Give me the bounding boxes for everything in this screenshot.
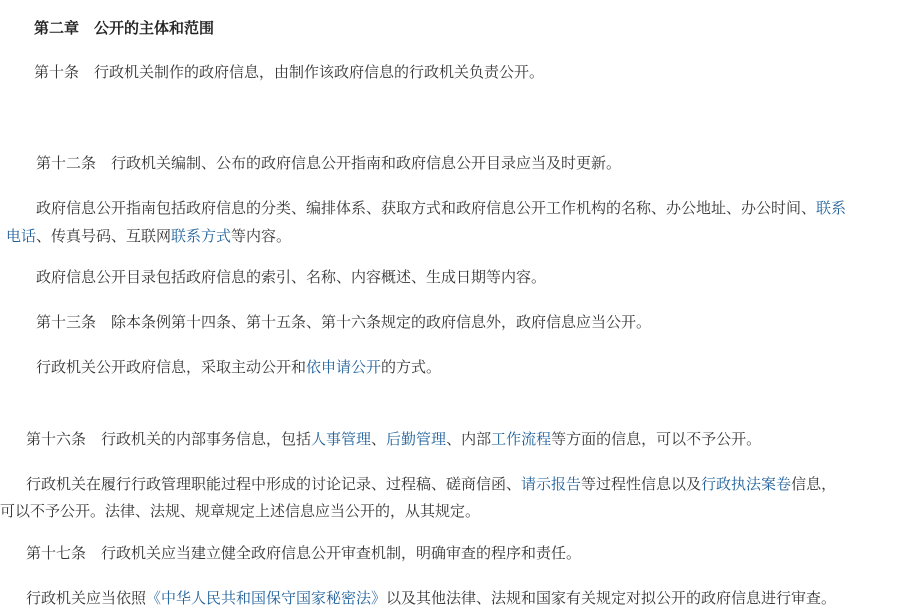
review-text-part-1: 行政机关应当依照: [26, 589, 147, 607]
link-application-disclosure[interactable]: 依申请公开: [306, 358, 382, 376]
guide-paragraph-line-1: [36, 198, 846, 218]
disclosure-text-part-2: 的方式。: [381, 358, 442, 376]
guide-text-part-3: 等内容。: [231, 227, 292, 245]
article-13: 第十三条 除本条例第十四条、第十五条、第十六条规定的政府信息外，政府信息应当公开。: [36, 313, 652, 331]
article-10: 第十条 行政机关制作的政府信息，由制作该政府信息的行政机关负责公开。: [34, 63, 545, 81]
disclosure-text-part-1: 行政机关公开政府信息，采取主动公开和: [36, 358, 307, 376]
process-text-part-1: 行政机关在履行行政管理职能过程中形成的讨论记录、过程稿、磋商信函、: [26, 475, 522, 493]
chapter-title: 第二章 公开的主体和范围: [34, 19, 215, 37]
review-text-part-2: 以及其他法律、法规和国家有关规定对拟公开的政府信息进行审查。: [386, 589, 837, 607]
link-contact-method[interactable]: 联系方式: [171, 227, 232, 245]
article-16-part-3: 等方面的信息，可以不予公开。: [551, 430, 762, 448]
article-16-part-2: 、内部: [446, 430, 492, 448]
process-paragraph-line-1: [26, 474, 836, 494]
article-16-sep: 、: [371, 430, 387, 448]
disclosure-paragraph: [36, 357, 441, 377]
process-text-part-2: 等过程性信息以及: [581, 475, 702, 493]
article-16: [26, 429, 761, 449]
link-contact-phone[interactable]: 联系: [816, 199, 847, 217]
review-paragraph: [26, 588, 836, 608]
link-personnel-management[interactable]: 人事管理: [311, 430, 372, 448]
article-12: 第十二条 行政机关编制、公布的政府信息公开指南和政府信息公开目录应当及时更新。: [36, 154, 622, 172]
link-enforcement-files[interactable]: 行政执法案卷: [701, 475, 792, 493]
link-workflow[interactable]: 工作流程: [491, 430, 552, 448]
process-paragraph-line-2: 可以不予公开。法律、法规、规章规定上述信息应当公开的，从其规定。: [0, 502, 481, 520]
link-logistics-management[interactable]: 后勤管理: [386, 430, 447, 448]
article-17: 第十七条 行政机关应当建立健全政府信息公开审查机制，明确审查的程序和责任。: [26, 544, 582, 562]
link-contact-phone-continued[interactable]: 电话: [6, 227, 37, 245]
link-state-secrets-law[interactable]: 《中华人民共和国保守国家秘密法》: [146, 589, 387, 607]
process-text-part-3: 信息，: [791, 475, 837, 493]
catalog-paragraph: 政府信息公开目录包括政府信息的索引、名称、内容概述、生成日期等内容。: [36, 268, 547, 286]
guide-text-part-2: 、传真号码、互联网: [36, 227, 172, 245]
article-16-part-1: 第十六条 行政机关的内部事务信息，包括: [26, 430, 312, 448]
link-request-report[interactable]: 请示报告: [521, 475, 582, 493]
guide-text-part-1: 政府信息公开指南包括政府信息的分类、编排体系、获取方式和政府信息公开工作机构的名称、办公地址、办公时间、: [36, 199, 817, 217]
guide-paragraph-line-2: [6, 226, 291, 246]
